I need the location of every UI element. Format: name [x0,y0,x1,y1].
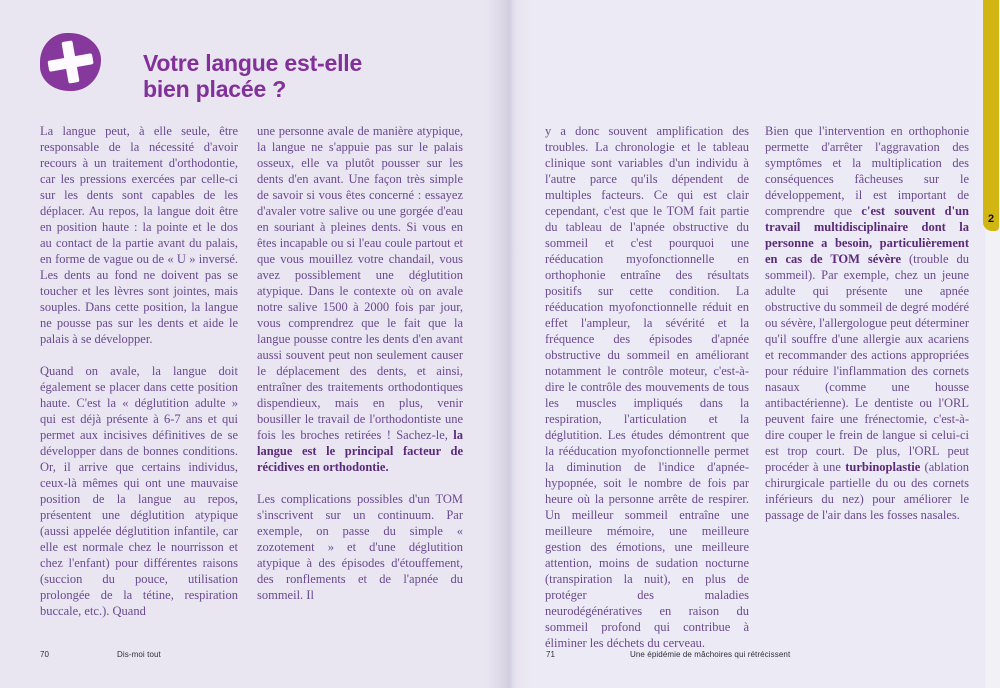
text-run: Bien que l'intervention en orthophonie permette d'arrêter l'aggravation des symptômes et la multiplication des conséquences fâcheuses sur le développement, il est important de comprendre que [765,124,969,218]
page-number-left: 70 [40,650,50,659]
text-column-3 [545,123,749,651]
text-column-1 [40,123,238,619]
bold-text-run: la langue est le principal facteur de récidives en orthodontie. [257,428,463,474]
bold-text-run: turbinoplastie [845,460,921,474]
chapter-tab [983,0,999,231]
text-run: (trouble du sommeil). Par exemple, chez un jeune adulte qui présente une apnée obstructive du sommeil de degré modéré ou sévère, l'allergologue peut déterminer qu'il souffre d'une allergie aux acariens et recommander des actions appropriées pour réduire l'inflammation des cornets nasaux (comme une housse antibactérienne). Le dentiste ou l'ORL peuvent faire une frénectomie, c'est-à-dire couper le frein de langue si celui-ci est trop court. De plus, l'ORL peut procéder à une [765,252,969,474]
text-run: Les complications possibles d'un TOM s'inscrivent sur un continuum. Par exemple, on passe du simple « zozotement » et d'une déglutition atypique à des épisodes d'étouffement, des ronflements et de l'apnée du sommeil. Il [257,492,463,602]
paragraph [40,363,238,619]
paragraph [40,123,238,347]
text-run: y a donc souvent amplification des troubles. La chronologie et le tableau clinique sont variables d'un individu à l'autre parce qu'ils dépendent de multiples facteurs. Ce qui est clair cependant, c'est que le TOM fait partie du tableau de l'apnée obstructive du sommeil et c'est pourquoi une rééducation myofonctionnelle en orthophonie entraîne des résultats positifs sur cette condition. La rééducation myofonctionnelle réduit en effet l'ampleur, la sévérité et la fréquence des épisodes d'apnée obstructive du sommeil en améliorant notamment le contrôle moteur, c'est-à-dire le contrôle des mouvements de tous les muscles impliqués dans la respiration, l'articulation et la déglutition. Les études démontrent que la rééducation myofonctionnelle permet la diminution de l'indice d'apnée-hypopnée, soit le nombre de fois par heure où la personne arrête de respirer. Un meilleur sommeil entraîne une meilleure mémoire, une meilleure gestion des émotions, une meilleure attention, moins de sudation nocturne (transpiration la nuit), en plus de protéger des maladies neurodégénératives en raison du sommeil profond qui contribue à éliminer les déchets du cerveau. [545,124,749,650]
text-run: La langue peut, à elle seule, être responsable de la nécessité d'avoir recours à un traitement d'orthodontie, car les pressions exercées par celle-ci sur les dents sont capables de les déplacer. Au repos, la langue doit être en position haute : la pointe et le dos au contact de la partie avant du palais, en forme de vague ou de « U » inversé. Les dents au fond ne doivent pas se toucher et les lèvres sont jointes, mais souples. Dans cette position, la langue ne pousse pas sur les dents et aide le palais à se développer. [40,124,238,346]
paragraph [257,491,463,603]
paragraph [545,123,749,651]
text-run: Quand on avale, la langue doit également se placer dans cette position haute. C'est la « déglutition adulte » qui est déjà présente à 6-7 ans et qui permet aux incisives définitives de se développer dans de bonnes conditions. Or, il arrive que certains individus, ceux-là mêmes qui ont une mauvaise position de la langue au repos, présentent une déglutition atypique (aussi appelée déglutition infantile, car elle est normale chez le nourrisson et chez l'enfant) pour différentes raisons (succion du pouce, utilisation prolongée de la tétine, respiration buccale, etc.). Quand [40,364,238,618]
paragraph [257,123,463,475]
bold-text-run: c'est souvent d'un travail multidisciplinaire dont la personne a besoin, particulièrement en cas de TOM sévère [765,204,969,266]
paragraph [765,123,969,523]
page-number-right: 71 [546,650,556,659]
text-column-2 [257,123,463,603]
text-run: une personne avale de manière atypique, la langue ne s'appuie pas sur le palais osseux, elle va plutôt pousser sur les dents d'en avant. Une façon très simple de savoir si vous êtes concerné : essayez d'avaler votre salive ou une gorgée d'eau en souriant à pleines dents. Si vous en êtes incapable ou si l'eau coule partout et que vous mouillez votre chandail, vous avez possiblement une déglutition atypique. Dans le contexte où on avale notre salive 1500 à 2000 fois par jour, vous comprendrez que le fait que la langue pousse contre les dents d'en avant aussi souvent peut non seulement causer le déplacement des dents, et ainsi, entraîner des traitements orthodontiques dispendieux, mais en plus, venir bousiller le travail de l'orthodontiste une fois les broches retirées ! Sachez-le, [257,124,463,442]
running-title-right: Une épidémie de mâchoires qui rétrécissent [630,650,791,659]
plus-glyph [35,28,105,96]
running-title-left: Dis-moi tout [117,650,161,659]
chapter-tab-number: 2 [987,213,995,225]
page-title: Votre langue est-elle bien placée ? [143,50,363,102]
page-right [512,0,985,688]
plus-icon [40,33,101,91]
text-run: (ablation chirurgicale partielle du ou des cornets inférieurs du nez) pour améliorer le passage de l'air dans les fosses nasales. [765,460,969,522]
text-column-4 [765,123,969,523]
